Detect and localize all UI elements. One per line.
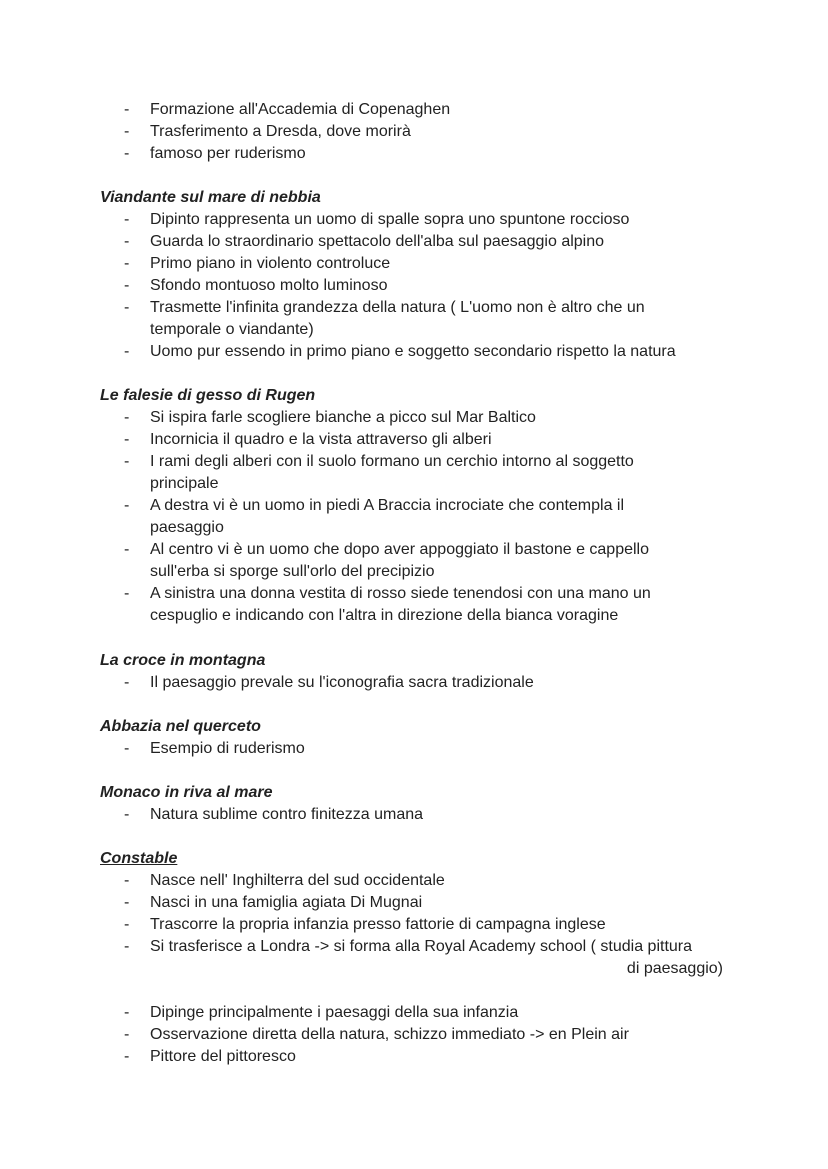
bullet-dash: - <box>124 541 130 558</box>
list-item <box>124 892 730 914</box>
list-item-text: Dipinge principalmente i paesaggi della sua infanzia <box>150 1004 519 1021</box>
list-item-text: Nasce nell' Inghilterra del sud occidentale <box>150 872 445 889</box>
list-item <box>124 209 730 231</box>
section-heading: La croce in montagna <box>100 652 266 669</box>
bullet-dash: - <box>124 255 130 272</box>
list-item <box>124 341 730 363</box>
list-item <box>124 1046 730 1068</box>
list-item <box>124 1024 730 1046</box>
bullet-dash: - <box>124 938 130 955</box>
list-item-text: Si trasferisce a Londra -> si forma alla Royal Academy school ( studia pittura <box>150 938 693 955</box>
list-item <box>124 407 730 429</box>
bullet-dash: - <box>124 894 130 911</box>
bullet-dash: - <box>124 1004 130 1021</box>
list-item-text: I rami degli alberi con il suolo formano un cerchio intorno al soggetto <box>150 453 634 470</box>
list-item <box>124 1002 730 1024</box>
list-item-text: Si ispira farle scogliere bianche a picco sul Mar Baltico <box>150 409 536 426</box>
list-item <box>124 99 730 121</box>
bullet-dash: - <box>124 409 130 426</box>
bullet-dash: - <box>124 233 130 250</box>
bullet-dash: - <box>124 277 130 294</box>
bullet-dash: - <box>124 211 130 228</box>
list-item <box>124 539 730 561</box>
list-item <box>124 672 730 694</box>
section-heading: Le falesie di gesso di Rugen <box>100 387 316 404</box>
bullet-dash: - <box>124 497 130 514</box>
bullet-dash: - <box>124 343 130 360</box>
bullet-dash: - <box>124 145 130 162</box>
section-heading: Abbazia nel querceto <box>100 718 261 735</box>
bullet-dash: - <box>124 431 130 448</box>
list-item <box>124 870 730 892</box>
list-item-continuation: principale <box>150 475 219 492</box>
list-item <box>124 275 730 297</box>
list-item <box>124 914 730 936</box>
list-item-text: Esempio di ruderismo <box>150 740 305 757</box>
list-item <box>124 738 730 760</box>
list-item-text: Trasferimento a Dresda, dove morirà <box>150 123 411 140</box>
list-item-continuation: sull'erba si sporge sull'orlo del precipizio <box>150 563 435 580</box>
list-item-text: Dipinto rappresenta un uomo di spalle sopra uno spuntone roccioso <box>150 211 630 228</box>
list-item <box>124 429 730 451</box>
bullet-dash: - <box>124 101 130 118</box>
list-item <box>124 143 730 165</box>
list-item-text: Al centro vi è un uomo che dopo aver appoggiato il bastone e cappello <box>150 541 650 558</box>
list-item-continuation: temporale o viandante) <box>150 321 314 338</box>
list-item-text: Il paesaggio prevale su l'iconografia sacra tradizionale <box>150 674 534 691</box>
list-item <box>124 231 730 253</box>
list-item-text: Uomo pur essendo in primo piano e soggetto secondario rispetto la natura <box>150 343 676 360</box>
list-item-continuation: cespuglio e indicando con l'altra in direzione della bianca voragine <box>150 607 619 624</box>
list-item <box>124 297 730 319</box>
list-item-text: Osservazione diretta della natura, schizzo immediato -> en Plein air <box>150 1026 629 1043</box>
list-item-text: Trasmette l'infinita grandezza della natura ( L'uomo non è altro che un <box>150 299 645 316</box>
list-item-text: Pittore del pittoresco <box>150 1048 296 1065</box>
list-item <box>124 936 730 958</box>
list-item-text: A destra vi è un uomo in piedi A Braccia incrociate che contempla il <box>150 497 625 514</box>
list-item-continuation: di paesaggio) <box>626 960 723 977</box>
list-item-text: Trascorre la propria infanzia presso fattorie di campagna inglese <box>150 916 606 933</box>
list-item-text: Natura sublime contro finitezza umana <box>150 806 424 823</box>
list-item-text: Nasci in una famiglia agiata Di Mugnai <box>150 894 423 911</box>
section-heading: Monaco in riva al mare <box>100 784 273 801</box>
list-item-text: Incornicia il quadro e la vista attraverso gli alberi <box>150 431 492 448</box>
section-heading: Viandante sul mare di nebbia <box>100 189 321 206</box>
list-item-text: Primo piano in violento controluce <box>150 255 391 272</box>
list-item-text: Guarda lo straordinario spettacolo dell'alba sul paesaggio alpino <box>150 233 605 250</box>
bullet-dash: - <box>124 674 130 691</box>
bullet-dash: - <box>124 916 130 933</box>
bullet-dash: - <box>124 453 130 470</box>
list-item-text: Sfondo montuoso molto luminoso <box>150 277 388 294</box>
list-item-continuation: paesaggio <box>150 519 224 536</box>
list-item-text: Formazione all'Accademia di Copenaghen <box>150 101 451 118</box>
list-item <box>124 451 730 473</box>
bullet-dash: - <box>124 872 130 889</box>
list-item <box>124 583 730 605</box>
bullet-dash: - <box>124 299 130 316</box>
bullet-dash: - <box>124 740 130 757</box>
bullet-dash: - <box>124 1026 130 1043</box>
section-heading: Constable <box>100 850 178 867</box>
list-item <box>124 804 730 826</box>
list-item <box>124 121 730 143</box>
list-item <box>124 253 730 275</box>
list-item <box>124 495 730 517</box>
bullet-dash: - <box>124 806 130 823</box>
bullet-dash: - <box>124 123 130 140</box>
list-item-text: famoso per ruderismo <box>150 145 306 162</box>
list-item-text: A sinistra una donna vestita di rosso siede tenendosi con una mano un <box>150 585 651 602</box>
bullet-dash: - <box>124 585 130 602</box>
bullet-dash: - <box>124 1048 130 1065</box>
